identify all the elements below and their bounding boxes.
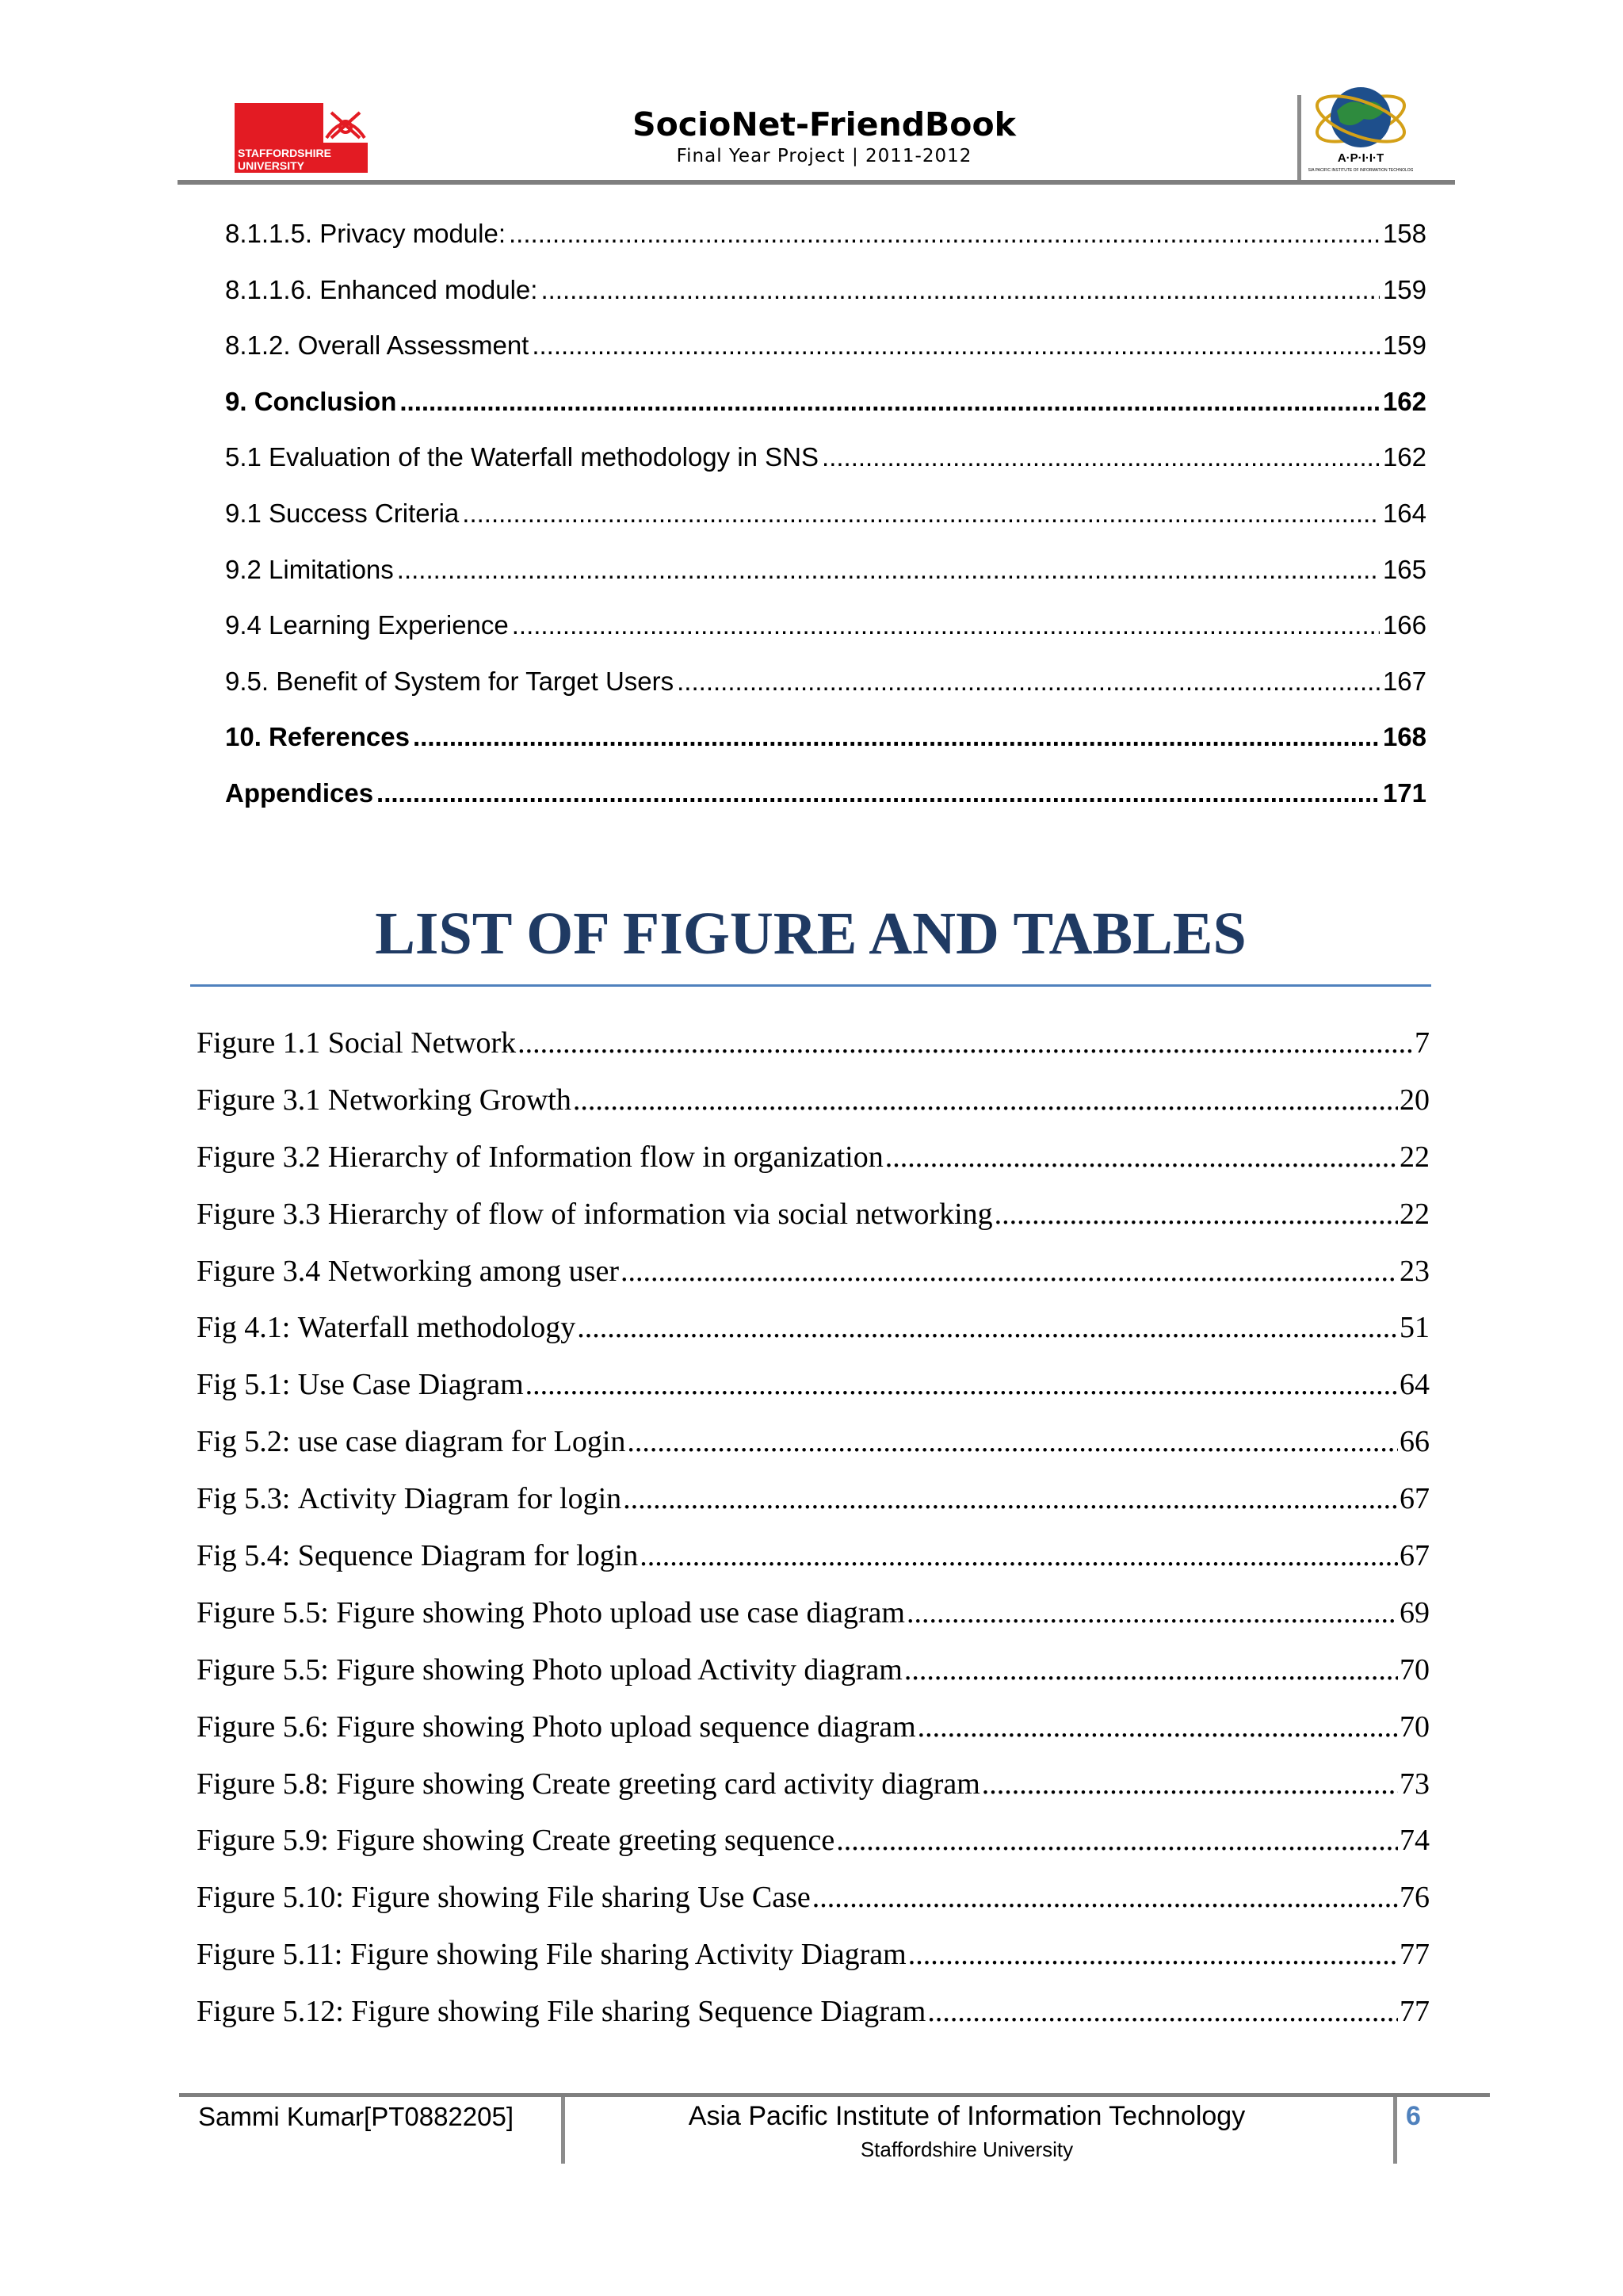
figure-entry-title: Waterfall methodology: [297, 1311, 576, 1345]
figure-entry-number: Fig 5.1:: [197, 1368, 291, 1402]
figure-entry-page: 74: [1400, 1824, 1430, 1858]
figure-entry-page: 76: [1400, 1881, 1430, 1915]
toc-entry[interactable]: [225, 219, 1426, 275]
figure-entry-title: Figure showing Photo upload Activity diagram: [336, 1652, 903, 1687]
figure-entry-title: Networking Growth: [327, 1083, 571, 1117]
figure-entry-title: Figure showing File sharing Sequence Diagram: [351, 1995, 926, 2029]
toc-entry-page: 162: [1382, 386, 1426, 416]
figure-entry-page: 69: [1400, 1595, 1430, 1629]
toc-entry-label: 5.1 Evaluation of the Waterfall methodology in SNS: [225, 442, 819, 472]
svg-text:A·P·I·I·T: A·P·I·I·T: [1337, 151, 1384, 165]
svg-text:ASIA PACIFIC INSTITUTE OF INFO: ASIA PACIFIC INSTITUTE OF INFORMATION TECHNOLOGY: [1308, 168, 1413, 173]
dot-leader: [982, 1767, 1398, 1801]
dot-leader: [836, 1823, 1398, 1858]
figure-entry-number: Figure 5.10:: [197, 1881, 344, 1915]
toc-entry-label: 9. Conclusion: [225, 386, 397, 416]
staffordshire-logo: [235, 103, 368, 173]
dot-leader: [621, 1254, 1398, 1289]
toc-entry-page: 168: [1382, 722, 1426, 752]
dot-leader: [927, 1994, 1398, 2029]
figure-entry-page: 7: [1415, 1026, 1430, 1060]
dot-leader: [540, 275, 1379, 305]
dot-leader: [918, 1710, 1398, 1744]
svg-text:STAFFORDSHIRE: STAFFORDSHIRE: [238, 147, 331, 159]
figure-entry-title: Hierarchy of flow of information via social networking: [327, 1197, 993, 1231]
dot-leader: [904, 1652, 1398, 1687]
toc-entry-page: 171: [1382, 777, 1426, 808]
figure-entry-page: 67: [1400, 1482, 1430, 1516]
figure-entry-page: 51: [1400, 1311, 1430, 1345]
figure-entry-title: Figure showing Create greeting card activity diagram: [336, 1767, 980, 1801]
dot-leader: [573, 1083, 1398, 1117]
toc-entry-label: Appendices: [225, 777, 374, 808]
figure-entry[interactable]: [197, 1367, 1430, 1424]
figure-entry[interactable]: [197, 1538, 1430, 1595]
figure-entry-number: Figure 5.12:: [197, 1995, 344, 2029]
figure-entry[interactable]: [197, 1880, 1430, 1937]
figure-entry[interactable]: [197, 1254, 1430, 1311]
toc-entry-page: 164: [1382, 498, 1426, 528]
figure-entry-number: Figure 5.5:: [197, 1595, 329, 1629]
dot-leader: [532, 330, 1380, 361]
toc-entry-label: 10. References: [225, 722, 410, 752]
dot-leader: [640, 1538, 1398, 1573]
toc-entry-label: 8.1.1.5. Privacy module:: [225, 219, 506, 248]
toc-entry-page: 165: [1382, 554, 1426, 584]
figure-entry-number: Figure 3.2: [197, 1140, 321, 1174]
svg-text:UNIVERSITY: UNIVERSITY: [238, 159, 305, 172]
dot-leader: [577, 1310, 1398, 1345]
figure-entry-number: Figure 5.5:: [197, 1652, 329, 1687]
footer-university: Staffordshire University: [860, 2137, 1074, 2161]
toc-entry[interactable]: [225, 778, 1426, 835]
figure-entry[interactable]: [197, 1310, 1430, 1367]
dot-leader: [413, 722, 1380, 752]
figure-entry-title: Use Case Diagram: [297, 1368, 524, 1402]
dot-leader: [397, 555, 1380, 585]
figure-entry-page: 73: [1400, 1767, 1430, 1801]
figure-entry[interactable]: [197, 1994, 1430, 2051]
apiit-logo: [1308, 73, 1413, 178]
toc-entry-page: 162: [1382, 442, 1426, 472]
toc-entry[interactable]: [225, 722, 1426, 778]
page-number: 6: [1406, 2101, 1421, 2131]
toc-entry[interactable]: [225, 442, 1426, 499]
figure-entry-number: Fig 5.2:: [197, 1425, 291, 1459]
figure-entry[interactable]: [197, 1823, 1430, 1880]
figure-entry-number: Figure 3.4: [197, 1254, 321, 1288]
figure-entry-page: 22: [1400, 1140, 1430, 1174]
figure-entry-number: Figure 3.3: [197, 1197, 321, 1231]
toc-entry-label: 9.1 Success Criteria: [225, 498, 460, 528]
toc-entry-page: 159: [1382, 330, 1426, 361]
dot-leader: [623, 1481, 1398, 1516]
figure-entry-page: 22: [1400, 1197, 1430, 1231]
toc-entry[interactable]: [225, 555, 1426, 611]
figure-entry-title: use case diagram for Login: [297, 1425, 626, 1459]
dot-leader: [822, 442, 1380, 472]
figure-entry-number: Fig 4.1:: [197, 1311, 291, 1345]
toc-entry[interactable]: [225, 330, 1426, 387]
toc-entry-label: 9.2 Limitations: [225, 554, 394, 584]
figure-entry-title: Social Network: [327, 1026, 517, 1060]
toc-entry[interactable]: [225, 387, 1426, 443]
dot-leader: [812, 1880, 1398, 1915]
toc-entry-page: 159: [1382, 274, 1426, 304]
dot-leader: [525, 1367, 1398, 1402]
footer-institute: Asia Pacific Institute of Information Technology: [688, 2101, 1246, 2131]
toc-entry[interactable]: [225, 499, 1426, 555]
figure-entry-number: Figure 1.1: [197, 1026, 321, 1060]
footer-divider-left: [561, 2097, 565, 2164]
figure-entry-number: Fig 5.4:: [197, 1539, 291, 1573]
figure-entry-title: Figure showing Create greeting sequence: [336, 1824, 835, 1858]
dot-leader: [462, 499, 1380, 529]
figure-entry-page: 23: [1400, 1254, 1430, 1288]
figure-entry-title: Figure showing Photo upload sequence diagram: [336, 1710, 916, 1744]
figure-entry[interactable]: [197, 1652, 1430, 1710]
toc-entry-page: 167: [1382, 666, 1426, 696]
dot-leader: [399, 387, 1380, 417]
figure-entry-number: Figure 3.1: [197, 1083, 321, 1117]
toc-entry[interactable]: [225, 667, 1426, 723]
figure-entry-title: Sequence Diagram for login: [297, 1539, 639, 1573]
footer-author: Sammi Kumar[PT0882205]: [198, 2102, 514, 2131]
dot-leader: [627, 1424, 1398, 1459]
dot-leader: [512, 610, 1380, 640]
figure-entry-number: Figure 5.6:: [197, 1710, 329, 1744]
figure-entry-number: Fig 5.3:: [197, 1482, 291, 1516]
toc-entry-label: 9.5. Benefit of System for Target Users: [225, 666, 674, 696]
figure-entry-title: Figure showing Photo upload use case diagram: [336, 1595, 905, 1629]
figure-entry-page: 70: [1400, 1710, 1430, 1744]
figure-entry-title: Figure showing File sharing Use Case: [351, 1881, 811, 1915]
footer-rule: [179, 2093, 1490, 2097]
figure-entry-title: Hierarchy of Information flow in organization: [327, 1140, 884, 1174]
dot-leader: [907, 1595, 1398, 1630]
list-of-figures-heading: LIST OF FIGURE AND TABLES: [375, 900, 1247, 967]
figure-entry-title: Networking among user: [327, 1254, 619, 1288]
heading-rule: [190, 984, 1431, 987]
figure-entry-page: 77: [1400, 1995, 1430, 2029]
dot-leader: [885, 1140, 1398, 1175]
figure-entry-number: Figure 5.9:: [197, 1824, 329, 1858]
dot-leader: [509, 219, 1380, 249]
figure-entry[interactable]: [197, 1140, 1430, 1197]
figure-entry-title: Activity Diagram for login: [297, 1482, 622, 1516]
dot-leader: [677, 667, 1380, 697]
figure-entry[interactable]: [197, 1026, 1430, 1083]
toc-entry-label: 9.4 Learning Experience: [225, 610, 509, 640]
figure-list: [197, 1026, 1430, 2051]
toc-entry-label: 8.1.2. Overall Assessment: [225, 330, 529, 361]
toc-entry[interactable]: [225, 275, 1426, 331]
document-subtitle: Final Year Project | 2011-2012: [676, 146, 972, 166]
figure-entry-page: 20: [1400, 1083, 1430, 1117]
figure-entry[interactable]: [197, 1197, 1430, 1254]
figure-entry[interactable]: [197, 1710, 1430, 1767]
figure-entry-number: Figure 5.11:: [197, 1938, 343, 1972]
figure-entry-page: 70: [1400, 1652, 1430, 1687]
figure-entry[interactable]: [197, 1937, 1430, 1994]
figure-entry-number: Figure 5.8:: [197, 1767, 329, 1801]
figure-entry-page: 77: [1400, 1938, 1430, 1972]
footer-divider-right: [1393, 2097, 1397, 2164]
figure-entry-page: 64: [1400, 1368, 1430, 1402]
figure-entry[interactable]: [197, 1481, 1430, 1538]
figure-entry-title: Figure showing File sharing Activity Diagram: [349, 1938, 907, 1972]
toc-list: [225, 219, 1426, 835]
toc-entry[interactable]: [225, 610, 1426, 667]
figure-entry[interactable]: [197, 1424, 1430, 1481]
toc-entry-page: 166: [1382, 610, 1426, 640]
figure-entry[interactable]: [197, 1083, 1430, 1140]
figure-entry-page: 66: [1400, 1425, 1430, 1459]
document-title: SocioNet-FriendBook: [632, 105, 1016, 143]
figure-entry[interactable]: [197, 1595, 1430, 1652]
figure-entry[interactable]: [197, 1767, 1430, 1824]
toc-entry-label: 8.1.1.6. Enhanced module:: [225, 274, 538, 304]
dot-leader: [376, 778, 1380, 808]
dot-leader: [517, 1026, 1413, 1060]
toc-entry-page: 158: [1382, 219, 1426, 248]
figure-entry-page: 67: [1400, 1539, 1430, 1573]
dot-leader: [995, 1197, 1398, 1232]
header-rule: [178, 180, 1455, 185]
header-divider: [1297, 95, 1301, 181]
dot-leader: [908, 1937, 1398, 1972]
